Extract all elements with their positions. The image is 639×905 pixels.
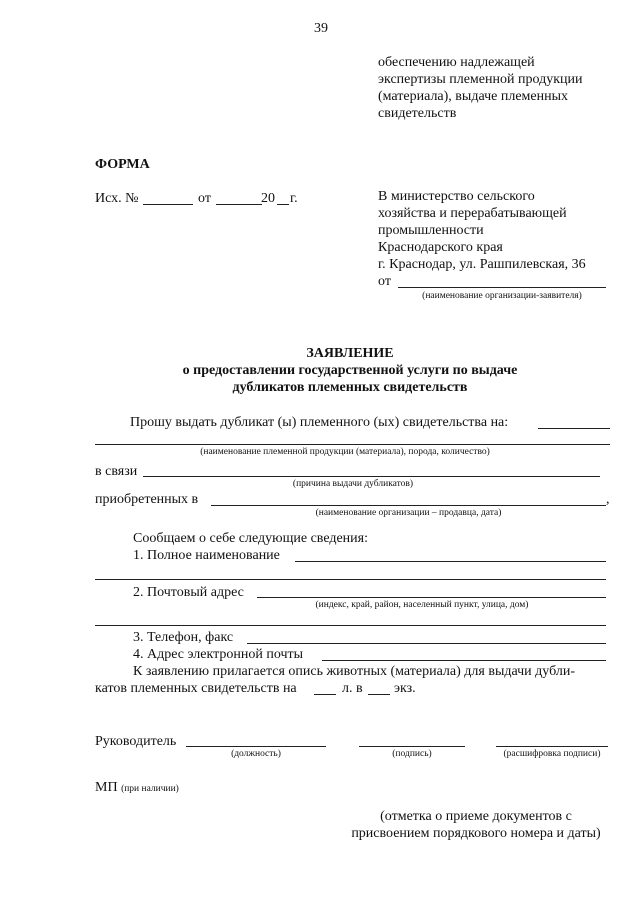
addressee-line-3: промышленности: [378, 223, 484, 238]
reason-label: в связи: [95, 464, 138, 479]
receipt-note-line-2: присвоением порядкового номера и даты): [351, 826, 601, 841]
header-right-line-2: экспертизы племенной продукции: [378, 72, 583, 87]
request-text: Прошу выдать дубликат (ы) племенного (ых) свидетельства на:: [130, 415, 509, 430]
form-label: ФОРМА: [95, 157, 150, 172]
outgoing-year-label: 20: [261, 191, 275, 206]
receipt-note-line-1: (отметка о приеме документов с: [380, 809, 572, 824]
page-number: 39: [314, 21, 328, 36]
attachment-copies-blank[interactable]: [368, 694, 390, 695]
info-email-label: 4. Адрес электронной почты: [133, 647, 304, 662]
outgoing-ref-label: Исх. №: [95, 191, 139, 206]
acquired-blank[interactable]: [211, 505, 606, 506]
addressee-line-4: Краснодарского края: [378, 240, 503, 255]
product-blank[interactable]: [95, 444, 610, 445]
info-intro: Сообщаем о себе следующие сведения:: [133, 531, 368, 546]
applicant-from-label: от: [378, 274, 391, 289]
acquired-caption: (наименование организации – продавца, дата): [315, 508, 502, 518]
position-blank[interactable]: [186, 746, 326, 747]
document-subtitle-line-2: дубликатов племенных свидетельств: [232, 380, 468, 395]
info-address-blank[interactable]: [257, 597, 606, 598]
document-title: ЗАЯВЛЕНИЕ: [306, 346, 394, 361]
info-address-blank-2[interactable]: [95, 625, 606, 626]
attachment-line-2a: катов племенных свидетельств на: [95, 681, 297, 696]
info-address-caption: (индекс, край, район, населенный пункт, улица, дом): [315, 600, 529, 610]
info-name-blank[interactable]: [295, 561, 606, 562]
stamp-note: (при наличии): [121, 784, 179, 794]
outgoing-ref-blank[interactable]: [143, 204, 193, 205]
header-right-line-3: (материала), выдаче племенных: [378, 89, 569, 104]
reason-blank[interactable]: [143, 476, 600, 477]
product-caption: (наименование племенной продукции (материала), порода, количество): [200, 447, 490, 457]
info-name-label: 1. Полное наименование: [133, 548, 280, 563]
acquired-label: приобретенных в: [95, 492, 199, 507]
info-phone-label: 3. Телефон, факс: [133, 630, 234, 645]
outgoing-year-blank[interactable]: [277, 204, 289, 205]
info-address-label: 2. Почтовый адрес: [133, 585, 244, 600]
outgoing-year-suffix: г.: [290, 191, 298, 206]
stamp-label: [95, 779, 179, 796]
position-caption: (должность): [231, 749, 281, 759]
attachment-pages-blank[interactable]: [314, 694, 336, 695]
outgoing-from-label: от: [198, 191, 211, 206]
header-right-line-1: обеспечению надлежащей: [378, 55, 535, 70]
signature-blank[interactable]: [359, 746, 465, 747]
applicant-name-caption: (наименование организации-заявителя): [422, 291, 582, 301]
addressee-line-5: г. Краснодар, ул. Рашпилевская, 36: [378, 257, 586, 272]
attachment-line-2b: л. в: [342, 681, 363, 696]
decode-caption: (расшифровка подписи): [503, 749, 601, 759]
document-subtitle-line-1: о предоставлении государственной услуги по выдаче: [182, 363, 518, 378]
stamp-mp: МП: [95, 780, 118, 795]
attachment-line-1: К заявлению прилагается опись животных (материала) для выдачи дубли-: [133, 664, 576, 679]
addressee-line-1: В министерство сельского: [378, 189, 535, 204]
outgoing-date-blank[interactable]: [216, 204, 262, 205]
addressee-line-2: хозяйства и перерабатывающей: [378, 206, 567, 221]
signature-caption: (подпись): [392, 749, 432, 759]
acquired-comma: ,: [606, 492, 610, 507]
info-name-blank-2[interactable]: [95, 579, 606, 580]
info-phone-blank[interactable]: [247, 643, 606, 644]
head-label: Руководитель: [95, 734, 177, 749]
reason-caption: (причина выдачи дубликатов): [292, 479, 414, 489]
decode-blank[interactable]: [496, 746, 608, 747]
info-email-blank[interactable]: [322, 660, 606, 661]
request-blank[interactable]: [538, 428, 610, 429]
header-right-line-4: свидетельств: [378, 106, 457, 121]
applicant-name-blank[interactable]: [398, 287, 606, 288]
attachment-line-2c: экз.: [394, 681, 416, 696]
